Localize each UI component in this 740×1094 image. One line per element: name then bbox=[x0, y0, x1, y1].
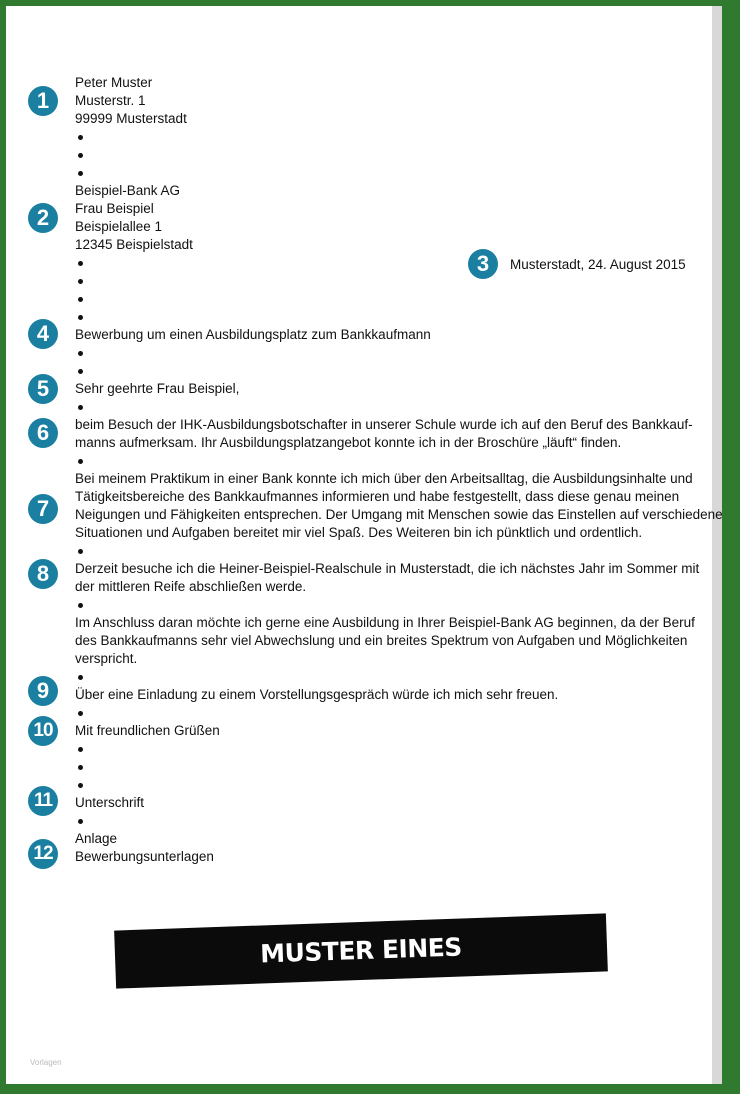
spacer-dot bbox=[75, 398, 695, 416]
badge-1: 1 bbox=[28, 86, 58, 116]
intro-line: beim Besuch der IHK-Ausbildungsbotschafter in unserer Schule wurde ich auf den Beruf des Bankkauf- bbox=[75, 417, 693, 432]
spacer-dot bbox=[75, 254, 695, 272]
school-line: der mittleren Reife abschließen werde. bbox=[75, 579, 307, 594]
intro-line: manns aufmerksam. Ihr Ausbildungsplatzangebot konnte ich in der Broschüre „läuft“ finden. bbox=[75, 435, 622, 450]
attachment-label: Anlage bbox=[75, 831, 118, 846]
footer-watermark: Vorlagen bbox=[30, 1058, 62, 1067]
sender-street: Musterstr. 1 bbox=[75, 93, 146, 108]
badge-11: 11 bbox=[28, 786, 58, 816]
letter-date: Musterstadt, 24. August 2015 bbox=[510, 257, 686, 272]
practice-line: Tätigkeitsbereiche des Bankkaufmannes informieren und habe festgestellt, dass diese genau meinen bbox=[75, 489, 680, 504]
recipient-person: Frau Beispiel bbox=[75, 201, 154, 216]
spacer-dot bbox=[75, 542, 695, 560]
spacer-dot bbox=[75, 740, 695, 758]
recipient-company: Beispiel-Bank AG bbox=[75, 183, 181, 198]
badge-5: 5 bbox=[28, 374, 58, 404]
title-banner: MUSTER EINES BEWERBUNGSANSCHREIBENS bbox=[114, 913, 608, 988]
motivation-line: Im Anschluss daran möchte ich gerne eine Ausbildung in Ihrer Beispiel-Bank AG beginnen, da der Beruf bbox=[75, 615, 695, 630]
spacer-dot bbox=[75, 362, 695, 380]
attachment-value: Bewerbungsunterlagen bbox=[75, 849, 214, 864]
spacer-dot bbox=[75, 758, 695, 776]
badge-8: 8 bbox=[28, 559, 58, 589]
spacer-dot bbox=[75, 146, 695, 164]
badge-2: 2 bbox=[28, 203, 58, 233]
greeting: Mit freundlichen Grüßen bbox=[75, 723, 220, 738]
spacer-dot bbox=[75, 452, 695, 470]
spacer-dot bbox=[75, 776, 695, 794]
spacer-dot bbox=[75, 272, 695, 290]
badge-7: 7 bbox=[28, 494, 58, 524]
spacer-dot bbox=[75, 344, 695, 362]
badge-10: 10 bbox=[28, 716, 58, 746]
spacer-dot bbox=[75, 308, 695, 326]
spacer-dot bbox=[75, 704, 695, 722]
recipient-street: Beispielallee 1 bbox=[75, 219, 163, 234]
closing-sentence: Über eine Einladung zu einem Vorstellungsgespräch würde ich mich sehr freuen. bbox=[75, 687, 559, 702]
spacer-dot bbox=[75, 290, 695, 308]
badge-6: 6 bbox=[28, 418, 58, 448]
badge-3: 3 bbox=[468, 249, 498, 279]
school-line: Derzeit besuche ich die Heiner-Beispiel-Realschule in Musterstadt, die ich nächstes Jahr im Sommer mit bbox=[75, 561, 700, 576]
sender-name: Peter Muster bbox=[75, 75, 153, 90]
badge-4: 4 bbox=[28, 319, 58, 349]
recipient-city: 12345 Beispielstadt bbox=[75, 237, 193, 252]
spacer-dot bbox=[75, 164, 695, 182]
badge-9: 9 bbox=[28, 676, 58, 706]
practice-line: Neigungen und Fähigkeiten entsprechen. Der Umgang mit Menschen sowie das Einstellen auf verschiedene bbox=[75, 507, 723, 522]
spacer-dot bbox=[75, 812, 695, 830]
letter-content bbox=[75, 74, 723, 866]
spacer-dot bbox=[75, 596, 695, 614]
motivation-line: des Bankkaufmanns sehr viel Abwechslung und ein breites Spektrum von Aufgaben und Möglichkeiten bbox=[75, 633, 688, 648]
subject-line: Bewerbung um einen Ausbildungsplatz zum Bankkaufmann bbox=[75, 327, 431, 342]
motivation-line: verspricht. bbox=[75, 651, 138, 666]
spacer-dot bbox=[75, 668, 695, 686]
badge-12: 12 bbox=[28, 839, 58, 869]
signature: Unterschrift bbox=[75, 795, 145, 810]
sender-city: 99999 Musterstadt bbox=[75, 111, 187, 126]
spacer-dot bbox=[75, 128, 695, 146]
letter-page bbox=[6, 6, 722, 1084]
salutation: Sehr geehrte Frau Beispiel, bbox=[75, 381, 240, 396]
practice-line: Situationen und Aufgaben bereitet mir viel Spaß. Des Weiteren bin ich pünktlich und ordentlich. bbox=[75, 525, 643, 540]
practice-line: Bei meinem Praktikum in einer Bank konnte ich mich über den Arbeitsalltag, die Ausbildungsinhalte und bbox=[75, 471, 693, 486]
